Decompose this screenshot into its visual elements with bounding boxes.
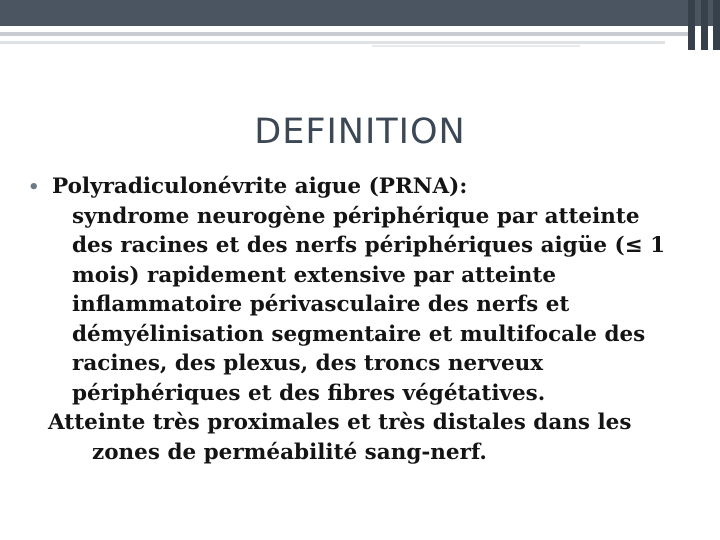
header-rule: [0, 41, 665, 44]
stripe: [713, 0, 720, 50]
header-rule: [372, 45, 580, 47]
body-paragraph: Atteinte très proximales et très distales dans les zones de perméabilité sang-nerf.: [48, 410, 632, 465]
header-band: [0, 0, 720, 26]
stripe: [701, 0, 708, 50]
slide-body: [28, 172, 678, 467]
stripe: [688, 0, 695, 50]
bullet-item: [28, 172, 678, 408]
bullet-icon: •: [28, 177, 40, 198]
corner-stripes: [688, 0, 720, 50]
bullet-body-text: syndrome neurogène périphérique par atteinte des racines et des nerfs périphériques aigüe (≤ 1 mois) rapidement extensive par atteinte inflammatoire périvasculaire des nerfs et démyélinisation segmentaire et multifocale des racines, des plexus, des troncs nerveux périphériques et des fibres végétatives.: [72, 203, 666, 406]
bullet-lead-text: Polyradiculonévrite aigue (PRNA):: [52, 174, 468, 199]
header-rule: [0, 32, 690, 36]
slide-title: DEFINITION: [254, 112, 466, 152]
